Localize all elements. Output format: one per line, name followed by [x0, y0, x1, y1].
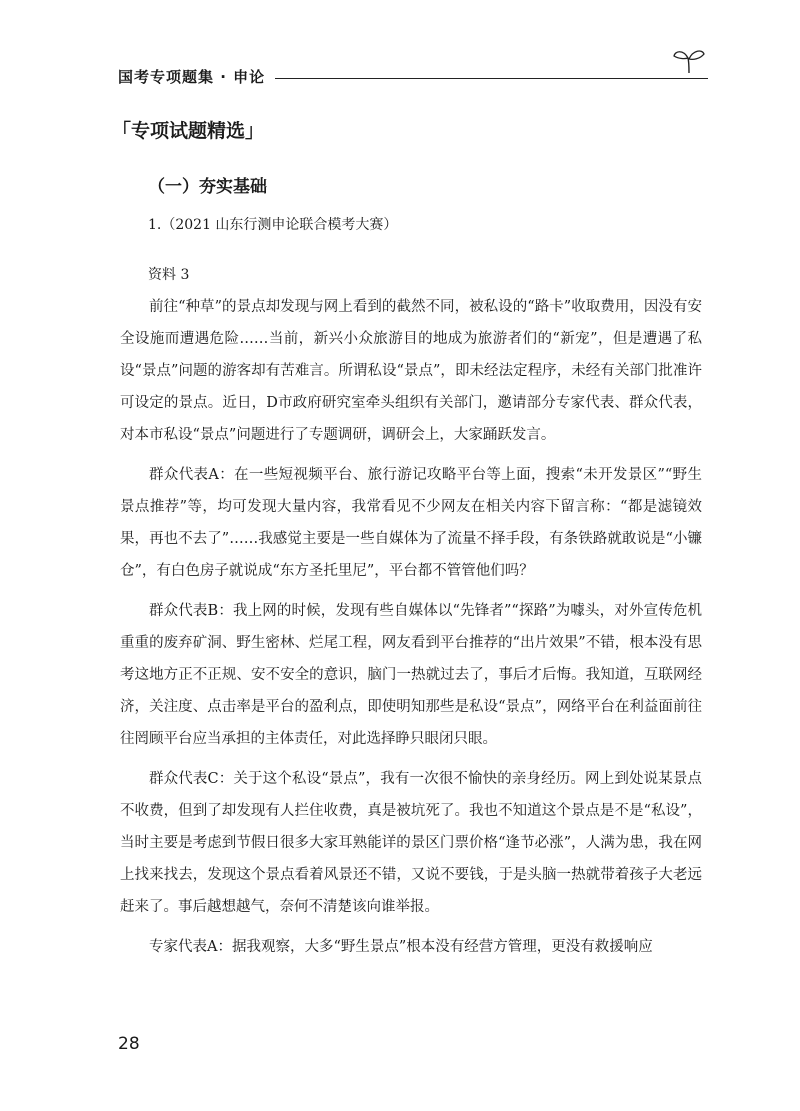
- page-number: 28: [118, 1034, 140, 1054]
- material-label: 资料 3: [148, 267, 190, 283]
- body-text: [120, 291, 702, 971]
- paragraph-public-rep-a: 群众代表A：在一些短视频平台、旅行游记攻略平台等上面，搜索“未开发景区”“野生景点推荐”等，均可发现大量内容，我常看见不少网友在相关内容下留言称：“都是滤镜效果，再也不去了”……我感觉主要是一些自媒体为了流量不择手段，有条铁路就敢说是“小镰仓”，有白色房子就说成“东方圣托里尼”，平台都不管管他们吗？: [120, 467, 702, 579]
- running-header: [118, 64, 708, 88]
- paragraph-intro: 前往“种草”的景点却发现与网上看到的截然不同，被私设的“路卡”收取费用，因没有安全设施而遭遇危险……当前，新兴小众旅游目的地成为旅游者们的“新宠”，但是遭遇了私设“景点”问题的游客却有苦难言。所谓私设“景点”，即未经法定程序，未经有关部门批准许可设定的景点。近日，D市政府研究室牵头组织有关部门，邀请部分专家代表、群众代表，对本市私设“景点”问题进行了专题调研，调研会上，大家踊跃发言。: [120, 299, 702, 443]
- question-title: 1.（2021 山东行测申论联合模考大赛）: [148, 217, 398, 233]
- header-rule: [275, 78, 708, 79]
- paragraph-expert-rep-a: 专家代表A：据我观察，大多“野生景点”根本没有经营方管理，更没有救援响应: [149, 939, 653, 955]
- sprout-icon: [672, 46, 706, 74]
- paragraph-public-rep-c: 群众代表C：关于这个私设“景点”，我有一次很不愉快的亲身经历。网上到处说某景点不收费，但到了却发现有人拦住收费，真是被坑死了。我也不知道这个景点是不是“私设”，当时主要是考虑到节假日很多大家耳熟能详的景区门票价格“逢节必涨”，人满为患，我在网上找来找去，发现这个景点看着风景还不错，又说不要钱，于是头脑一热就带着孩子大老远赶来了。事后越想越气，奈何不清楚该向谁举报。: [120, 771, 702, 915]
- subsection-title: （一）夯实基础: [148, 177, 267, 197]
- paragraph-public-rep-b: 群众代表B：我上网的时候，发现有些自媒体以“先锋者”“探路”为噱头，对外宣传危机重重的废弃矿洞、野生密林、烂尾工程，网友看到平台推荐的“出片效果”不错，根本没有思考这地方正不正规、安不安全的意识，脑门一热就过去了，事后才后悔。我知道，互联网经济，关注度、点击率是平台的盈利点，即使明知那些是私设“景点”，网络平台在利益面前往往罔顾平台应当承担的主体责任，对此选择睁只眼闭只眼。: [120, 603, 702, 747]
- section-title: 「专项试题精选」: [112, 120, 265, 142]
- running-header-title: 国考专项题集 · 申论: [118, 67, 266, 86]
